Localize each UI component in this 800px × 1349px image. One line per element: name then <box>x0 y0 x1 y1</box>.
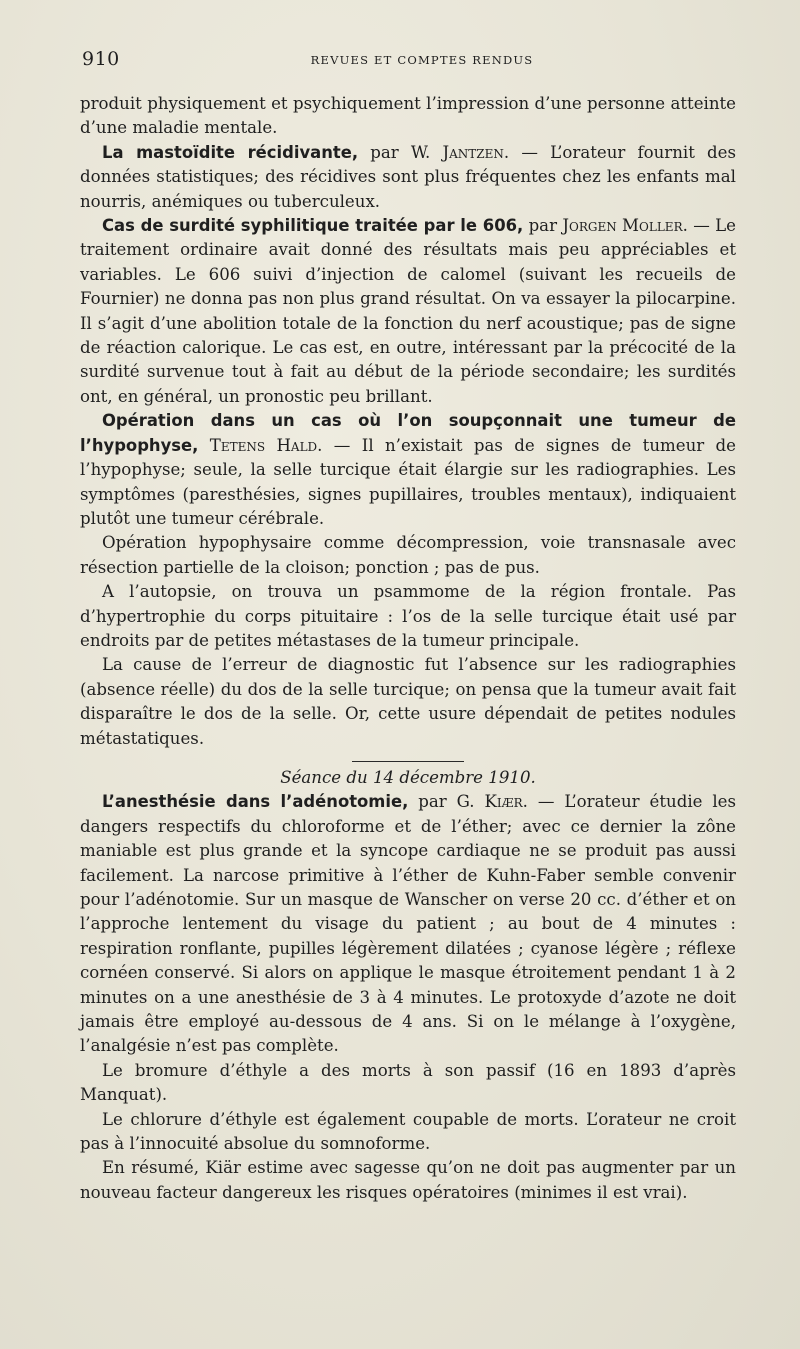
paragraph-resume: En résumé, Kiär estime avec sagesse qu’on ne doit pas augmenter par un nouveau facteur dangereux les risques opératoires (minimes il est vrai). <box>80 1158 736 1202</box>
author-name: Jorgen Moller <box>562 216 683 236</box>
running-head: REVUES ET COMPTES RENDUS <box>310 53 534 67</box>
paragraph-surdite: Cas de surdité syphilitique traitée par le 606, par Jorgen Moller. — Le traitement ordinaire avait donné des résultats mais peu appréciables et variables. Le 606 suivi d’injection de calomel (suivant les recueils de Fournier) ne donna pas non plus grand résultat. On va essayer la pilocarpine. Il s’agit d’une abolition totale de la fonction du nerf acoustique; pas de signe de réaction calorique. Le cas est, en outre, intéressant par la précocité de la surdité survenue tout à fait au début de la période secondaire; les surdités ont, en général, un pronostic peu brillant. <box>80 216 736 406</box>
author-name: Tetens Hald <box>209 435 318 455</box>
paragraph-mastoidite: La mastoïdite récidivante, par W. Jantzen. — L’orateur fournit des données statistiques; des récidives sont plus fréquentes chez les enfants mal nourris, anémiques ou tuberculeux. <box>80 142 737 211</box>
author-name: Jantzen <box>442 142 504 162</box>
page-header <box>82 48 732 72</box>
paragraph-chlorure: Le chlorure d’éthyle est également coupable de morts. L’orateur ne croit pas à l’innocuité absolue du somnoforme. <box>80 1109 736 1154</box>
paragraph-hypophyse: Opération dans un cas où l’on soupçonnait une tumeur de l’hypophyse, Tetens Hald. — Il n’existait pas de signes de tumeur de l’hypophyse; seule, la selle turcique était élargie sur les radiographies. Les symptômes (paresthésies, signes pupillaires, troubles mentaux), indiquaient plutôt une tumeur cérébrale. <box>80 411 736 528</box>
paragraph-bromure: Le bromure d’éthyle a des morts à son passif (16 en 1893 d’après Manquat). <box>80 1060 736 1105</box>
article-title: L’anesthésie dans l’adénotomie, <box>102 792 409 812</box>
article-title: Cas de surdité syphilitique traitée par le 606, <box>102 216 524 236</box>
paragraph-continuation: produit physiquement et psychiquement l’impression d’une personne atteinte d’une maladie mentale. <box>80 94 736 138</box>
paragraph-autopsie: A l’autopsie, on trouva un psammome de la région frontale. Pas d’hypertrophie du corps pituitaire : l’os de la selle turcique était usé par endroits par de petites métastases de la tumeur principale. <box>80 582 736 650</box>
body-text <box>80 92 736 1205</box>
article-title: La mastoïdite récidivante, <box>102 142 359 162</box>
author-name: Kiær <box>484 792 523 812</box>
paragraph-erreur-diagnostic: La cause de l’erreur de diagnostic fut l’absence sur les radiographies (absence réelle) du dos de la selle turcique; on pensa que la tumeur avait fait disparaître le dos de la selle. Or, cette usure dépendait de petites nodules métastatiques. <box>80 655 736 748</box>
section-divider <box>352 761 464 762</box>
page-number: 910 <box>82 48 120 70</box>
session-heading: Séance du 14 décembre 1910. <box>280 767 536 787</box>
paragraph-anesthesie: L’anesthésie dans l’adénotomie, par G. Kiær. — L’orateur étudie les dangers respectifs du chloroforme et de l’éther; avec ce dernier la zône maniable est plus grande et la syncope cardiaque ne se produit pas aussi facilement. La narcose primitive à l’éther de Kuhn-Faber semble convenir pour l’adénotomie. Sur un masque de Wanscher on verse 20 cc. d’éther et on l’approche lentement du visage du patient ; au bout de 4 minutes : respiration ronflante, pupilles légèrement dilatées ; cyanose légère ; réflexe cornéen conservé. Si alors on applique le masque étroitement pendant 1 à 2 minutes on a une anesthésie de 3 à 4 minutes. Le protoxyde d’azote ne doit jamais être employé au-dessous de 4 ans. Si on le mélange à l’oxygène, l’analgésie n’est pas complète. <box>80 792 736 1056</box>
article-title: Opération dans un cas où l’on soupçonnait une tumeur de l’hypophyse, <box>80 411 736 455</box>
paragraph-operation: Opération hypophysaire comme décompression, voie transnasale avec résection partielle de la cloison; ponction ; pas de pus. <box>80 533 736 577</box>
